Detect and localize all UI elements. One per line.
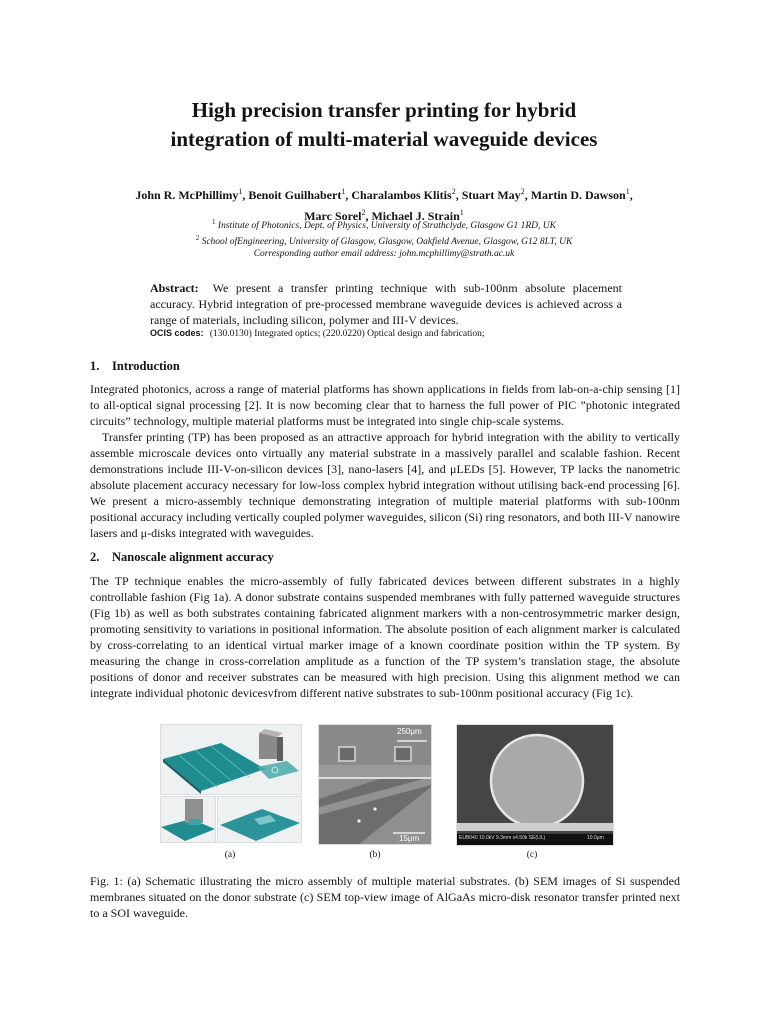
author-list: John R. McPhillimy$^1$, Benoit Guilhabert$^1$, Charalambos Klitis$^2$, Stuart May$^2$, Martin D. Dawson$^1$, Marc Sorel$^2$, Michael J. Strain$^1$: [135, 187, 633, 223]
sem-scale-c: 10.0μm: [587, 835, 604, 841]
paper-title: [0, 96, 768, 154]
author-affil-mark: 2: [361, 208, 366, 217]
affiliation-text: Institute of Photonics, Dept. of Physics, University of Strathclyde, Glasgow G1 1RD, UK: [217, 221, 556, 232]
corresponding-author: Corresponding author email address: john.mcphillimy@strath.ac.uk: [253, 249, 515, 260]
section-heading-introduction: [90, 359, 180, 374]
receiver-substrate-render: [218, 797, 301, 842]
subfigure-label-b: (b): [369, 850, 381, 860]
sem-info-bar: EUB040 10.0kV 9.3mm x4.50k SE(UL): [459, 835, 546, 841]
transfer-print-schematic: [161, 725, 301, 794]
section-number: 2.: [90, 550, 100, 564]
author-affil-mark: 1: [625, 187, 630, 196]
author-name: Marc Sorel: [304, 209, 362, 223]
affiliation-mark: 1: [212, 218, 216, 226]
subfigure-label-a: (a): [224, 850, 236, 860]
author-name: Stuart May: [461, 188, 521, 202]
sem-microdisk-image: [457, 725, 613, 845]
figure-1b-sem-top: [318, 724, 432, 778]
ocis-text: (130.0130) Integrated optics; (220.0220) Optical design and fabrication;: [209, 329, 485, 339]
ocis-label: OCIS codes:: [150, 328, 204, 338]
ocis-codes: [150, 327, 630, 340]
author-name: Martin D. Dawson: [530, 188, 626, 202]
author-affil-mark: 1: [459, 208, 464, 217]
author-name: Michael J. Strain: [371, 209, 460, 223]
title-line-2: integration of multi-material waveguide devices: [170, 127, 598, 151]
intro-paragraph-1: Integrated photonics, across a range of material platforms has shown applications in fields from lab-on-a-chip sensing [1] to all-optical signal processing [2]. It is now becoming clear that to harness the full power of PIC ”photonic integrated circuits” technology, multiple material platforms must be integrated into single chip-scale systems.: [90, 382, 680, 428]
section-title: Introduction: [112, 359, 180, 373]
alignment-paragraph: The TP technique enables the micro-assembly of fully fabricated devices between different substrates in a highly controllable fashion (Fig 1a). A donor substrate contains suspended membranes with fully patterned waveguide structures (Fig 1b) as well as both substrates containing fabricated alignment markers with a non-centrosymmetric marker design, promoting sensitivity to variations in positional information. The absolute position of each alignment marker is calculated by cross-correlating to an identical virtual marker image of a known coordinate position within the TP system. By measuring the change in cross-correlation amplitude as a function of the TP system’s translation stage, the absolute positions of donor and receiver substrates can be measured with high precision. Using this alignment method we can integrate individual photonic devicesvfrom different native substrates to sub-100nm positional accuracy (Fig 1c).: [90, 574, 680, 700]
section-heading-alignment: [90, 550, 274, 565]
figure-1a-main-image: [160, 724, 302, 795]
figure-1b-sem-bottom: [318, 778, 432, 845]
abstract-text: We present a transfer printing technique with sub-100nm absolute placement accuracy. Hybrid integration of pre-processed membrane waveguide devices is achieved across a range of materials, including silicon, polymer and III-V devices.: [150, 281, 622, 327]
figure-1-caption: Fig. 1: (a) Schematic illustrating the micro assembly of multiple material substrates. (b) SEM images of Si suspended membranes situated on the donor substrate (c) SEM top-view image of AlGaAs micro-disk resonator transfer printed next to a SOI waveguide.: [90, 874, 680, 920]
affiliation-2: [60, 232, 708, 248]
sem-scale-bottom: 15μm: [399, 834, 420, 843]
intro-paragraph-2: Transfer printing (TP) has been proposed as an attractive approach for hybrid integration with the ability to vertically assemble microscale devices onto virtually any material substrate in a massively parallel and scalable fashion. Recent demonstrations include III-V-on-silicon devices [3], nano-lasers [4], and μLEDs [5]. However, TP lacks the nanometric absolute placement accuracy necessary for low-loss complex hybrid integration without utilising back-end processing [6]. We present a micro-assembly technique demonstrating integration of multiple material platforms with sub-100nm positional accuracy including vertically coupled polymer waveguides, silicon (Si) ring resonators, and both III-V nanowire lasers and μ-disks integrated with waveguides.: [90, 430, 680, 540]
abstract: [150, 280, 622, 328]
author-name: Benoit Guilhabert: [248, 188, 342, 202]
section-number: 1.: [90, 359, 100, 373]
author-affil-mark: 1: [238, 187, 243, 196]
stamp-pickup-render: [161, 797, 215, 842]
title-line-1: High precision transfer printing for hybrid: [191, 98, 577, 122]
author-affil-mark: 2: [451, 187, 456, 196]
abstract-label: Abstract:: [150, 281, 199, 295]
author-name: John R. McPhillimy: [135, 188, 239, 202]
affiliation-mark: 2: [195, 234, 200, 243]
author-name: Charalambos Klitis: [351, 188, 452, 202]
subfigure-label-c: (c): [526, 850, 538, 860]
figure-1c-sem-microdisk: [456, 724, 614, 846]
sem-scale-top: 250μm: [397, 727, 422, 736]
section-title: Nanoscale alignment accuracy: [112, 550, 274, 564]
author-affil-mark: 2: [520, 187, 525, 196]
figure-1a-detail-image-2: [217, 796, 302, 843]
affiliation-1: [60, 216, 708, 232]
affiliations: [60, 216, 708, 260]
figure-1a-detail-image-1: [160, 796, 216, 843]
author-affil-mark: 1: [341, 187, 346, 196]
affiliation-text: School ofEngineering, University of Glasgow, Glasgow, Oakfield Avenue, Glasgow, G12 8LT, UK: [201, 237, 573, 248]
